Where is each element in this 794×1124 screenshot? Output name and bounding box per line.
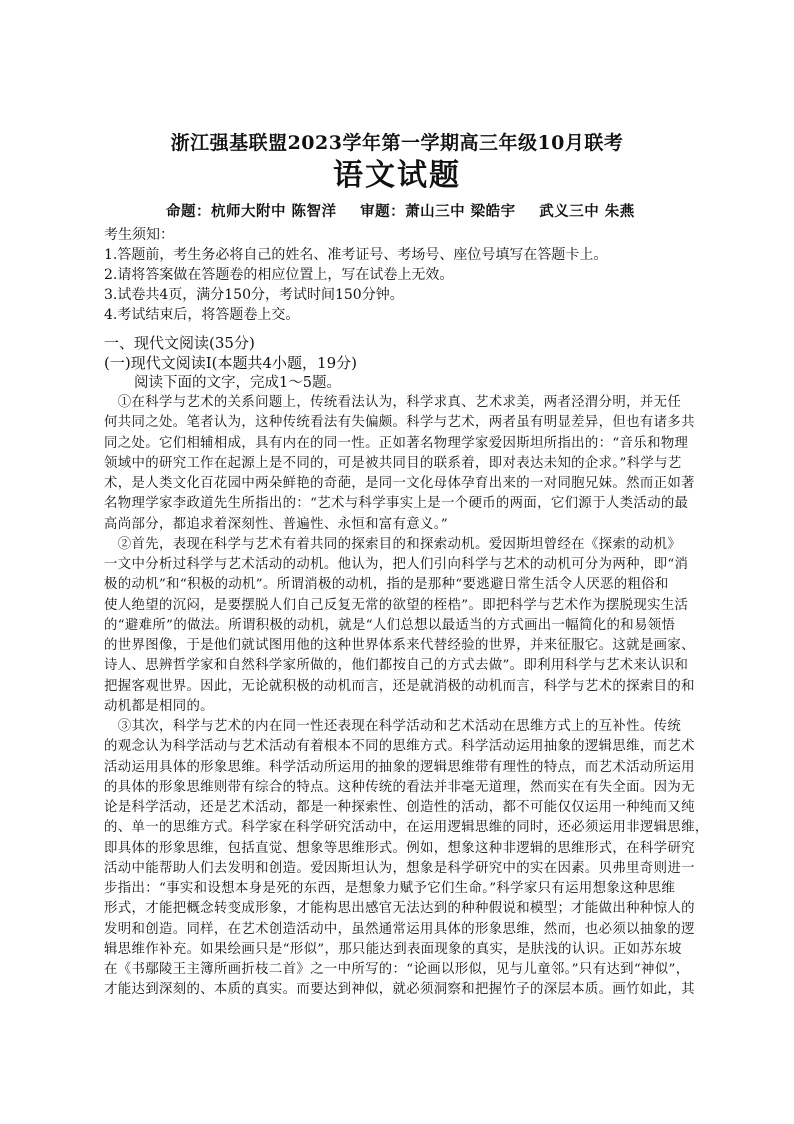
- passage-line: 把握客观世界。因此，无论就积极的动机而言，还是就消极的动机而言，科学与艺术的探索目的和: [104, 678, 695, 694]
- passage-line: 步指出：“事实和设想本身是死的东西，是想象力赋予它们生命。”科学家只有运用想象这种思维: [104, 881, 676, 896]
- exam-title: 浙江强基联盟2023学年第一学期高三年级10月联考: [170, 132, 624, 154]
- note-item: 3.试卷共4页，满分150分，考试时间150分钟。: [104, 287, 404, 303]
- reading-instruction: 阅读下面的文字，完成1～5题。: [134, 375, 341, 391]
- notes-heading: 考生须知：: [104, 227, 174, 243]
- passage-line: 辑思维作补充。如果绘画只是“形似”，那只能达到表面现象的真实，是肤浅的认识。正如苏东坡: [104, 941, 682, 957]
- passage-line: 即具体的形象思维，包括直觉、想象等思维形式。例如，想象这种非逻辑的思维形式，在科学研究: [104, 840, 695, 856]
- passage-line: 同之处。它们相辅相成，具有内在的同一性。正如著名物理学家爱因斯坦所指出的：“音乐和物理: [104, 435, 689, 451]
- passage-line: 使人绝望的沉闷，是要摆脱人们自己反复无常的欲望的桎梏”。即把科学与艺术作为摆脱现实生活: [104, 597, 689, 613]
- note-item: 2.请将答案做在答题卷的相应位置上，写在试卷上无效。: [104, 267, 454, 283]
- passage-line: 的世界图像，于是他们就试图用他的这种世界体系来代替经验的世界，并来征服它。这就是画家、: [104, 638, 695, 653]
- subject-title: 语文试题: [333, 158, 461, 193]
- note-item: 1.答题前，考生务必将自己的姓名、准考证号、考场号、座位号填写在答题卡上。: [104, 247, 608, 263]
- passage-line: 的具体的形象思维则带有综合的特点。这种传统的看法并非毫无道理，然而实在有失全面。因为无: [104, 779, 695, 795]
- passage-line: 领域中的研究工作在起源上是不同的，可是被共同目的联系着，即对表达未知的企求。”科学与艺: [104, 455, 682, 471]
- exam-notes: [104, 225, 744, 325]
- reading-passage: [104, 393, 744, 1001]
- reviewer-label: 审题：萧山三中 梁皓宇: [360, 203, 516, 220]
- passage-line: 的“避难所”的做法。所谓积极的动机，就是“人们总想以最适当的方式画出一幅简化的和易领悟: [104, 617, 676, 633]
- passage-line: 的、单一的思维方式。科学家在科学研究活动中，在运用逻辑思维的同时，还必须运用非逻辑思维，: [104, 820, 709, 836]
- passage-line: 一文中分析过科学与艺术活动的动机。他认为，把人们引向科学与艺术的动机可分为两种，即“消: [104, 557, 689, 572]
- section-heading: 一、现代文阅读(35分): [104, 334, 255, 352]
- subsection-heading: (一)现代文阅读Ⅰ(本题共4小题，19分): [104, 354, 357, 372]
- passage-line: 术，是人类文化百花园中两朵鲜艳的奇葩，是同一文化母体孕育出来的一对同胞兄妹。然而正如著: [104, 476, 695, 491]
- passage-line: ①在科学与艺术的关系问题上，传统看法认为，科学求真、艺术求美，两者泾渭分明，并无任: [104, 395, 682, 410]
- passage-line: 活动中能帮助人们去发明和创造。爱因斯坦认为，想象是科学研究中的实在因素。贝弗里奇则进一: [104, 860, 695, 876]
- passage-line: 论是科学活动，还是艺术活动，都是一种探索性、创造性的活动，都不可能仅仅运用一种纯而又纯: [104, 800, 695, 815]
- passage-line: ③其次，科学与艺术的内在同一性还表现在科学活动和艺术活动在思维方式上的互补性。传统: [104, 719, 682, 734]
- passage-line: 诗人、思辨哲学家和自然科学家所做的，他们都按自己的方式去做”。即利用科学与艺术来认识和: [104, 658, 689, 674]
- passage-line: ②首先，表现在科学与艺术有着共同的探索目的和探索动机。爱因斯坦曾经在《探索的动机》: [104, 536, 682, 552]
- note-item: 4.考试结束后，将答题卷上交。: [104, 307, 300, 323]
- passage-line: 才能达到深刻的、本质的真实。而要达到神似，就必须洞察和把握竹子的深层本质。画竹如此，其: [104, 982, 695, 998]
- setter-label: 命题：杭师大附中 陈智洋: [166, 203, 337, 220]
- passage-line: 高尚部分，都追求着深刻性、普遍性、永恒和富有意义。”: [104, 516, 449, 532]
- passage-line: 活动运用具体的形象思维。科学活动所运用的抽象的逻辑思维带有理性的特点，而艺术活动所运用: [104, 759, 695, 775]
- passage-line: 何共同之处。笔者认为，这种传统看法有失偏颇。科学与艺术，两者虽有明显差异，但也有诸多共: [104, 415, 695, 431]
- passage-line: 发明和创造。同样，在艺术创造活动中，虽然通常运用具体的形象思维，然而，也必须以抽象的逻: [104, 921, 695, 937]
- passage-line: 形式，才能把概念转变成形象，才能构思出感官无法达到的种种假说和模型；才能做出种种惊人的: [104, 901, 695, 917]
- passage-line: 在《书鄢陵王主簿所画折枝二首》之一中所写的：“论画以形似，见与儿童邻。”只有达到“神似”，: [104, 962, 690, 977]
- passage-line: 动机都是相同的。: [104, 698, 214, 714]
- passage-line: 的观念认为科学活动与艺术活动有着根本不同的思维方式。科学活动运用抽象的逻辑思维，而艺术: [104, 739, 695, 755]
- authors-line: [166, 200, 641, 221]
- passage-line: 极的动机”和“积极的动机”。所谓消极的动机，指的是那种“要逃避日常生活令人厌恶的粗俗和: [104, 577, 669, 593]
- passage-line: 名物理学家李政道先生所指出的：“艺术与科学事实上是一个硬币的两面，它们源于人类活动的最: [104, 496, 689, 512]
- reviewer2-label: 武义三中 朱燕: [539, 203, 635, 220]
